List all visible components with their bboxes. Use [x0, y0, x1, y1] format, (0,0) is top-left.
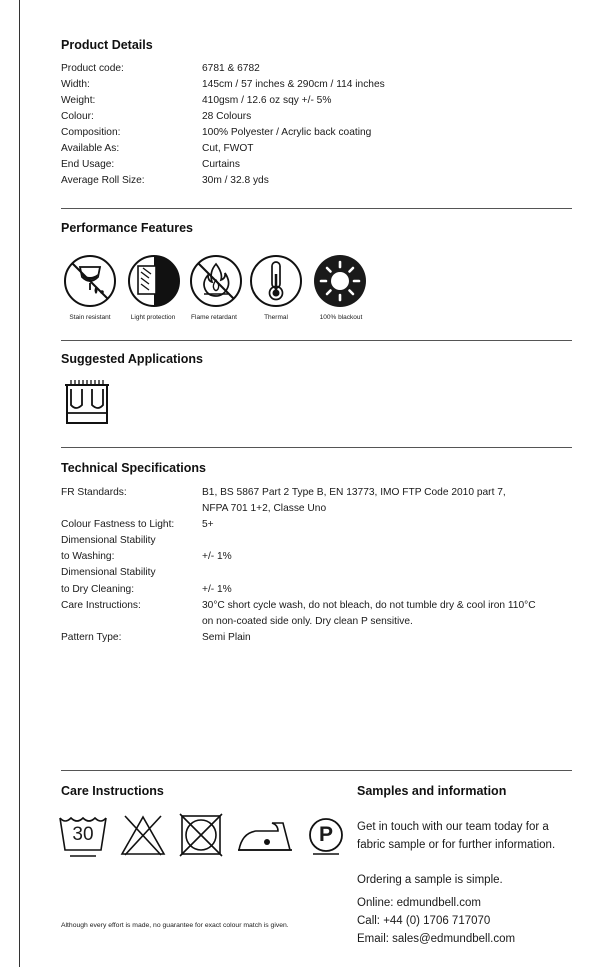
divider: [61, 208, 572, 209]
detail-value: Cut, FWOT: [202, 143, 254, 154]
stain-resistant-label: Stain resistant: [69, 314, 111, 321]
detail-value: 145cm / 57 inches & 290cm / 114 inches: [202, 79, 385, 90]
detail-value: 410gsm / 12.6 oz sqy +/- 5%: [202, 95, 332, 106]
technical-specifications-title: Technical Specifications: [61, 461, 206, 475]
samples-ordering: Ordering a sample is simple.: [357, 874, 503, 886]
spec-value: NFPA 701 1+2, Classe Uno: [202, 503, 327, 514]
spec-label: Dimensional Stability: [61, 535, 156, 546]
detail-value: Curtains: [202, 159, 240, 170]
spec-value: +/- 1%: [202, 584, 232, 595]
spec-label: Care Instructions:: [61, 600, 141, 611]
detail-label: Width:: [61, 79, 90, 90]
detail-label: Weight:: [61, 95, 96, 106]
spec-label: to Washing:: [61, 551, 115, 562]
care-instructions-title: Care Instructions: [61, 784, 164, 798]
divider: [61, 770, 572, 771]
do-not-bleach-icon: [119, 813, 167, 862]
blackout-icon: [310, 254, 370, 308]
detail-value: 6781 & 6782: [202, 63, 260, 74]
spec-value: on non-coated side only. Dry clean P sensitive.: [202, 616, 413, 627]
samples-email-link[interactable]: Email: sales@edmundbell.com: [357, 933, 516, 945]
dry-clean-p-icon: [306, 816, 346, 861]
performance-features-title: Performance Features: [61, 221, 194, 235]
stain-resistant-icon: [60, 254, 120, 308]
detail-label: Colour:: [61, 111, 94, 122]
flame-retardant-icon: [186, 254, 246, 308]
detail-label: Available As:: [61, 143, 120, 154]
detail-value: 28 Colours: [202, 111, 252, 122]
spec-label: FR Standards:: [61, 487, 127, 498]
samples-phone[interactable]: Call: +44 (0) 1706 717070: [357, 915, 491, 927]
divider: [61, 340, 572, 341]
spec-value: B1, BS 5867 Part 2 Type B, EN 13773, IMO FTP Code 2010 part 7,: [202, 487, 506, 498]
curtain-window-icon: [64, 379, 110, 430]
spec-value: 5+: [202, 519, 214, 530]
cool-iron-icon: [236, 817, 294, 860]
samples-online-link[interactable]: Online: edmundbell.com: [357, 897, 482, 909]
divider: [61, 447, 572, 448]
samples-intro-2: fabric sample or for further information.: [357, 839, 556, 851]
detail-label: Product code:: [61, 63, 124, 74]
wash-temperature: 30: [72, 824, 94, 845]
samples-title: Samples and information: [357, 784, 507, 798]
product-details-title: Product Details: [61, 38, 153, 52]
spec-value: +/- 1%: [202, 551, 232, 562]
left-margin-rule: [19, 0, 20, 967]
thermal-icon: [246, 254, 306, 308]
thermal-label: Thermal: [264, 314, 288, 321]
detail-label: Composition:: [61, 127, 121, 138]
flame-retardant-label: Flame retardant: [191, 314, 237, 321]
samples-intro-1: Get in touch with our team today for a: [357, 821, 549, 833]
spec-label: Colour Fastness to Light:: [61, 519, 175, 530]
spec-label: Dimensional Stability: [61, 567, 156, 578]
detail-label: Average Roll Size:: [61, 175, 145, 186]
light-protection-label: Light protection: [130, 314, 176, 321]
dry-clean-letter: P: [318, 823, 333, 846]
detail-value: 30m / 32.8 yds: [202, 175, 269, 186]
blackout-label: 100% blackout: [319, 314, 363, 321]
light-protection-icon: [124, 254, 184, 308]
detail-value: 100% Polyester / Acrylic back coating: [202, 127, 372, 138]
spec-value: 30°C short cycle wash, do not bleach, do not tumble dry & cool iron 110°C: [202, 600, 536, 611]
suggested-applications-title: Suggested Applications: [61, 352, 203, 366]
colour-match-disclaimer: Although every effort is made, no guarantee for exact colour match is given.: [61, 922, 289, 929]
do-not-tumble-dry-icon: [178, 813, 224, 862]
wash-30-icon: [58, 814, 108, 865]
spec-label: to Dry Cleaning:: [61, 584, 135, 595]
spec-label: Pattern Type:: [61, 632, 122, 643]
detail-label: End Usage:: [61, 159, 115, 170]
spec-value: Semi Plain: [202, 632, 251, 643]
